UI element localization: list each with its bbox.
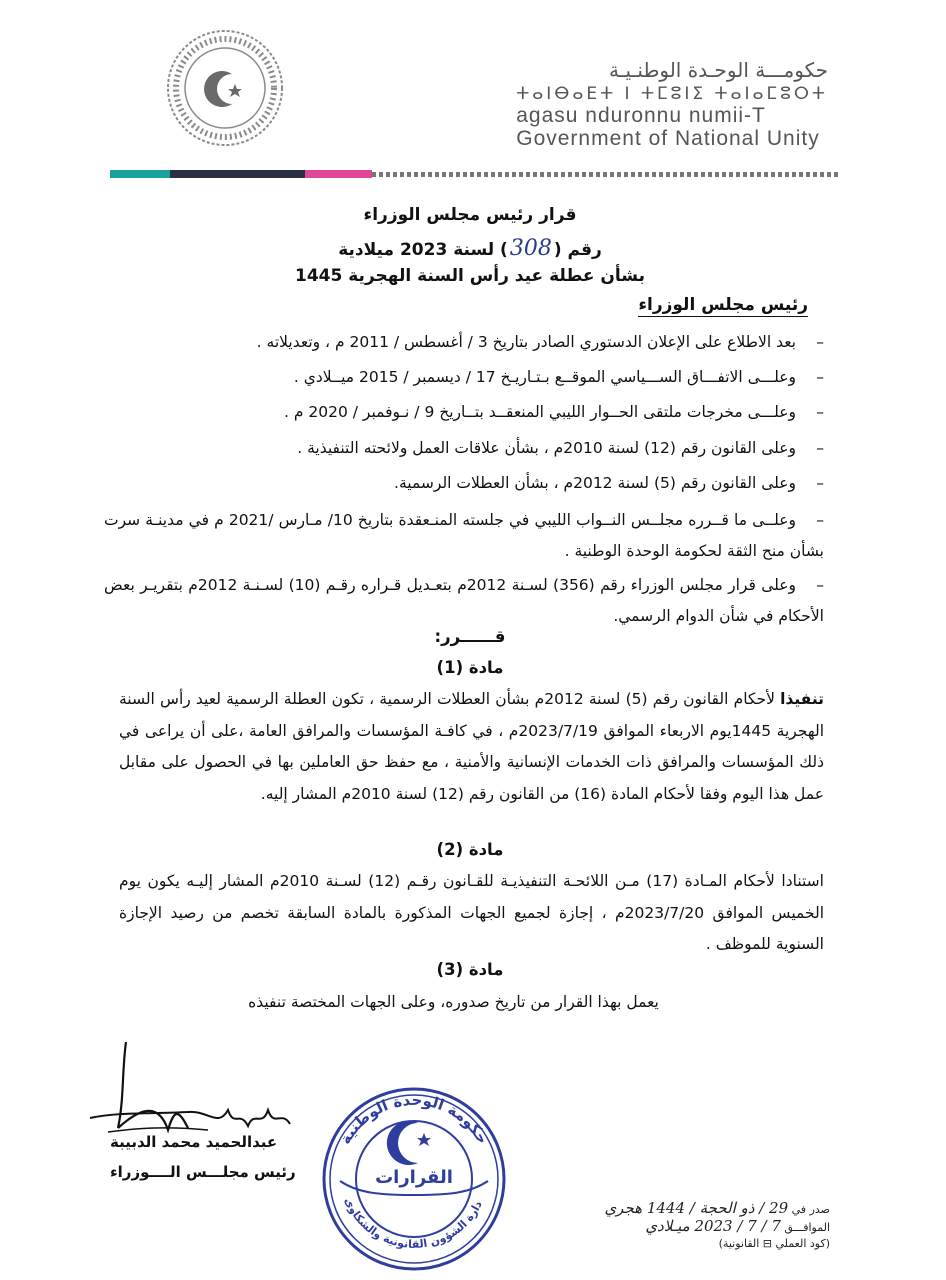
gov-name-arabic: حكومـــة الوحـدة الوطنـيـة — [608, 58, 828, 82]
official-seal-stamp — [318, 1083, 510, 1275]
header-color-bar — [110, 170, 372, 178]
decision-title: قرار رئيس مجلس الوزراء — [363, 205, 577, 225]
preamble-item: –وعلى القانون رقم (12) لسنة 2010م ، بشأن علاقات العمل ولائحته التنفيذية . — [297, 439, 824, 457]
seal-top-text: حكومة الوحدة الوطنية — [335, 1090, 492, 1148]
header-chain-divider — [372, 172, 838, 177]
gov-name-amazigh: agasu nduronnu numii-T — [516, 104, 766, 127]
handwritten-signature — [78, 1040, 308, 1140]
issued-gregorian-line: الموافـــق 7 / 7 / 2023 ميـلادي — [645, 1217, 830, 1235]
article-2-body: استنادا لأحكام المـادة (17) مـن اللائحـة التنفيذيـة للقـانون رقـم (12) لسـنة 2010م المشار إليـه يكون يوم الخميس الموافق 2023/7/20م ، إجازة لجميع الجهات المذكورة بالمادة السابقة تخصم من رصيد الإجازة السنوية للموظف . — [119, 872, 824, 953]
preamble-item: –وعلــى ما قــرره مجلــس النــواب الليبي في جلسته المنـعقدة بتاريخ 10/ مـارس /2021 م في مدينـة سرت بشأن منح الثقة لحكومة الوحدة الوطنية . — [104, 511, 825, 560]
registry-code-line: (كود العملي ⊟ القانونية) — [718, 1237, 830, 1250]
article-3-heading: مادة (3) — [436, 960, 504, 979]
preamble-item: –وعلى القانون رقم (5) لسنة 2012م ، بشأن العطلات الرسمية. — [394, 474, 824, 492]
gov-name-tifinagh: ⵜⴰⵏⴱⴰⴹⵜ ⵏ ⵜⵎⵓⵏⵉ ⵜⴰⵏⴰⵎⵓⵔⵜ — [516, 84, 828, 104]
preamble-item: –وعلى قرار مجلس الوزراء رقم (356) لسـنة 2012م بتعـديل قـراره رقـم (10) لسـنـة 2012م بتقريـر بعض الأحكام في شأن الدوام الرسمي. — [104, 576, 824, 625]
preamble-item: –وعلـــى الاتفـــاق الســـياسي الموقــع بـتـاريـخ 17 / ديسمبر / 2015 ميــلادي . — [293, 368, 824, 386]
article-3-body: يعمل بهذا القرار من تاريخ صدوره، وعلى الجهات المختصة تنفيذه — [248, 993, 659, 1011]
decided-heading: قــــــرر: — [434, 627, 506, 646]
seal-bottom-text: دارة الشؤون القانونية والشكاوى — [341, 1195, 485, 1251]
gov-name-english: Government of National Unity — [516, 127, 820, 150]
bar-navy — [170, 170, 305, 178]
decision-number-line: رقم (308) لسنة 2023 ميلادية — [338, 236, 602, 261]
bar-teal — [110, 170, 170, 178]
article-1-heading: مادة (1) — [436, 658, 504, 677]
signatory-title: رئيس مجلـــس الــــوزراء — [110, 1163, 296, 1181]
article-1-body: تنفيذا لأحكام القانون رقم (5) لسنة 2012م بشأن العطلات الرسمية ، تكون العطلة الرسمية لعيد رأس السنة الهجرية 1445يوم الاربعاء الموافق 2023/7/19م ، في كافـة المؤسسات والمرافق العامة ،على أن يراعى في ذلك المؤسسات والمرافق ذات الخدمات الإنسانية والأمنية ، مع حفظ حق العاملين بها في الحصول على مقابل عمل هذا اليوم وفقا لأحكام المادة (16) من القانون رقم (12) لسنة 2010م المشار إليه. — [119, 690, 824, 803]
issuer-heading: رئيس مجلس الوزراء — [638, 295, 808, 315]
seal-center-text: القرارات — [375, 1167, 453, 1188]
preamble-item: –وعلـــى مخرجات ملتقى الحــوار الليبي المنعقــد بتــاريخ 9 / نـوفمبر / 2020 م . — [283, 403, 824, 421]
decision-subject: بشأن عطلة عيد رأس السنة الهجرية 1445 — [295, 266, 645, 286]
decision-number: 308 — [509, 236, 552, 261]
state-emblem — [165, 28, 285, 148]
article-2-heading: مادة (2) — [436, 840, 504, 859]
government-letterhead — [516, 58, 828, 150]
bar-pink — [305, 170, 372, 178]
signatory-name: عبدالحميد محمد الدبيبة — [110, 1133, 278, 1151]
issuance-registry — [590, 1200, 830, 1252]
svg-text:حكومة الوحدة الوطنية — [336, 1091, 492, 1147]
preamble-item: –بعد الاطلاع على الإعلان الدستوري الصادر بتاريخ 3 / أغسطس / 2011 م ، وتعديلاته . — [256, 333, 824, 351]
issued-hijri-line: صدر في 29 / ذو الحجة / 1444 هجري — [604, 1199, 830, 1217]
